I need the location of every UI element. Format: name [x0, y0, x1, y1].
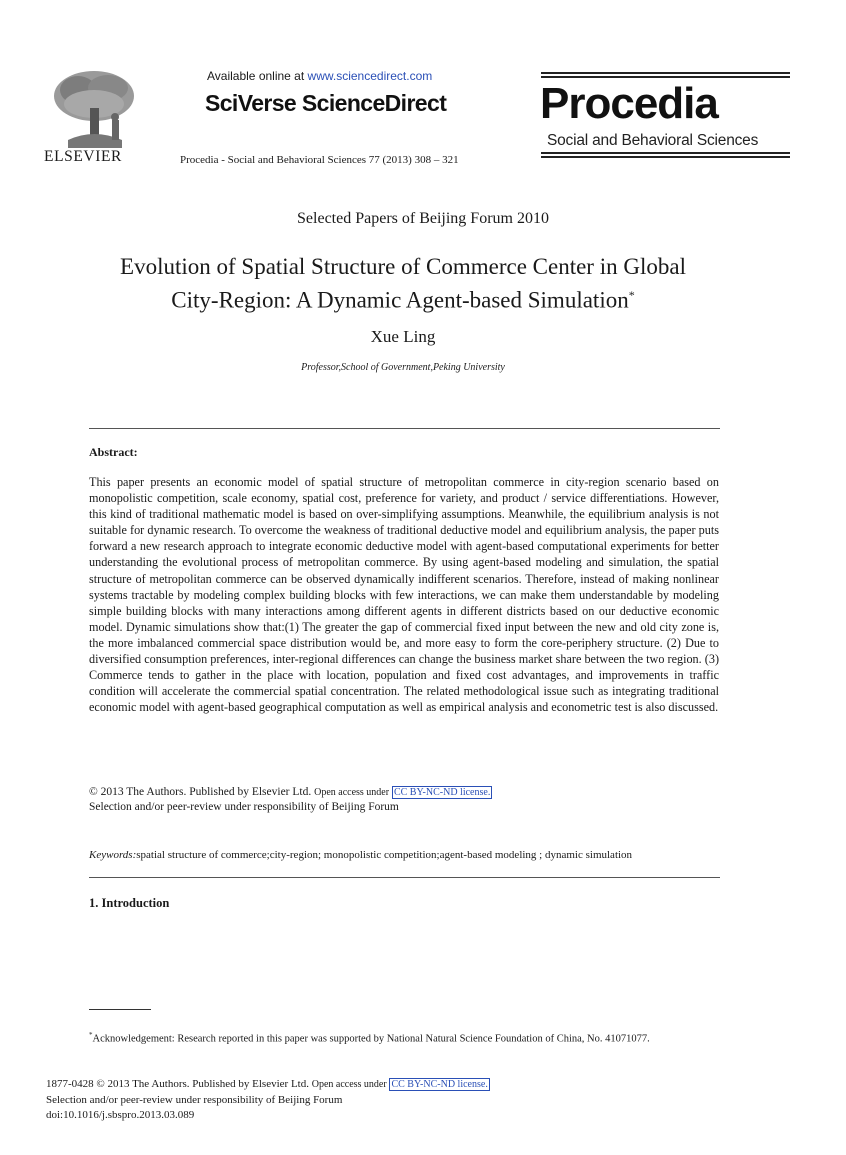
- author-name: Xue Ling: [370, 327, 436, 346]
- footer-issn-text: 1877-0428 © 2013 The Authors. Published by Elsevier Ltd.: [46, 1078, 309, 1090]
- title-line-1: Evolution of Spatial Structure of Commerce Center in Global: [120, 254, 686, 279]
- series-title: Selected Papers of Beijing Forum 2010: [297, 210, 549, 227]
- section-heading-introduction: 1. Introduction: [89, 896, 170, 910]
- title-footnote-mark[interactable]: *: [628, 288, 635, 302]
- abstract-text: This paper presents an economic model of spatial structure of metropolitan commerce in city-region scenario based on monopolistic competition, scale economy, spatial cost, preference for variety, and product / service differentiations. However, this kind of traditional mathematic model is based on over-simplifying assumptions. Meanwhile, the equilibrium analysis is not suitable for dynamic research. To overcome the weakness of traditional deductive model and equilibrium analysis, the paper puts forward a new research approach to integrate economic deductive model with agent-based computational experiments for better understanding the evolutional process of metropolitan commerce. By using agent-based modeling and simulation, the spatial structure of metropolitan commerce can be observed dynamically indifferent scenarios. Therefore, instead of making nonlinear systems tractable by modeling complex building blocks with few interactions, we can make them understandable by modeling simple building blocks with many interactions among different agents in different districts based on our deductive economic model. Dynamic simulations show that:(1) The greater the gap of commercial fixed input between the new and old city zone is, the more imbalanced commercial space distribution would be, and more easy to form the core-periphery structure. (2) Due to diversified consumption preferences, inter-regional differences can change the business market share between the two region. (3) Commerce tends to gather in the place with location, population and fixed cost advantages, and improvements in traffic condition will accelerate the commercial spatial concentration. The related methodological issue such as integrating traditional economic model with agent-based geographical computation as well as empirical analysis and econometric test is also discussed.: [89, 475, 719, 715]
- journal-logo-rule: [541, 156, 790, 158]
- copyright-line: [89, 785, 719, 800]
- abstract-heading: Abstract:: [89, 445, 138, 459]
- available-online-line: [207, 69, 432, 83]
- footer-review-line: Selection and/or peer-review under responsibility of Beijing Forum: [46, 1093, 343, 1106]
- divider: [89, 877, 720, 878]
- sciencedirect-link[interactable]: www.sciencedirect.com: [307, 69, 433, 83]
- footer-doi[interactable]: doi:10.1016/j.sbspro.2013.03.089: [46, 1109, 195, 1121]
- footnote: [89, 1028, 719, 1047]
- footer-open-access-label: Open access under: [311, 1079, 387, 1090]
- available-prefix: Available online at: [207, 69, 308, 83]
- publisher-wordmark: ELSEVIER: [44, 148, 122, 165]
- journal-logo-subtitle: Social and Behavioral Sciences: [547, 132, 759, 149]
- article-title: [60, 252, 746, 315]
- footer-issn-line: [46, 1077, 746, 1093]
- open-access-label: Open access under: [314, 787, 390, 798]
- copyright-block: [89, 785, 719, 815]
- peer-review-line: Selection and/or peer-review under responsibility of Beijing Forum: [89, 801, 399, 813]
- footnote-mark: *: [89, 1031, 93, 1039]
- copyright-text: © 2013 The Authors. Published by Elsevier Ltd.: [89, 786, 312, 798]
- keywords: [89, 849, 719, 861]
- journal-logo: Procedia: [540, 79, 718, 128]
- elsevier-tree-logo: [48, 68, 140, 150]
- divider: [89, 428, 720, 429]
- title-line-2-text: City-Region: A Dynamic Agent-based Simulation: [171, 287, 629, 313]
- keywords-text: spatial structure of commerce;city-region; monopolistic competition;agent-based modeling ; dynamic simulation: [136, 849, 633, 861]
- footer-license-link[interactable]: CC BY-NC-ND license.: [391, 1079, 488, 1090]
- footnote-text: Acknowledgement: Research reported in this paper was supported by National Natural Science Foundation of China, No. 41071077.: [92, 1033, 650, 1045]
- footnote-rule: [89, 1009, 151, 1010]
- journal-citation: Procedia - Social and Behavioral Sciences 77 (2013) 308 – 321: [180, 154, 459, 166]
- journal-logo-rule: [541, 72, 790, 74]
- page-footer: [46, 1077, 746, 1124]
- platform-wordmark: SciVerse ScienceDirect: [205, 90, 447, 116]
- title-line-2: [60, 281, 746, 315]
- author-affiliation: Professor,School of Government,Peking University: [301, 362, 505, 373]
- keywords-label: Keywords:: [89, 849, 137, 861]
- license-link[interactable]: CC BY-NC-ND license.: [393, 787, 491, 798]
- journal-logo-rule: [541, 152, 790, 154]
- journal-logo-rule: [541, 76, 790, 78]
